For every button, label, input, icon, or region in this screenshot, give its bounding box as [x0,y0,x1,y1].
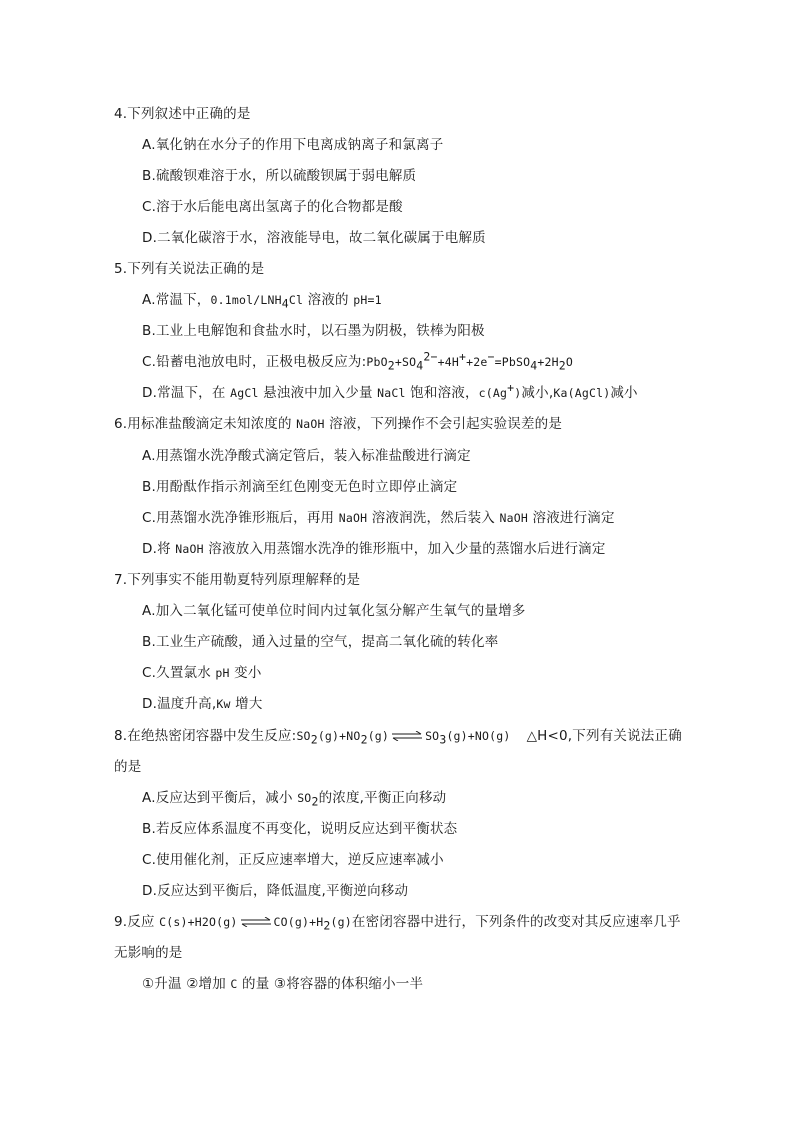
question-4-option-b: B.硫酸钡难溶于水，所以硫酸钡属于弱电解质 [142,168,417,184]
question-8-stem-continued: 的是 [114,759,142,775]
question-4-option-c: C.溶于水后能电离出氢离子的化合物都是酸 [142,199,403,215]
question-7-option-a: A.加入二氧化锰可使单位时间内过氧化氢分解产生氧气的量增多 [142,603,526,619]
question-7-option-b: B.工业生产硫酸，通入过量的空气，提高二氧化硫的转化率 [142,634,499,650]
question-6-option-d: D.将 NaOH 溶液放入用蒸馏水洗净的锥形瓶中，加入少量的蒸馏水后进行滴定 [142,541,606,557]
question-6-option-a: A.用蒸馏水洗净酸式滴定管后，装入标准盐酸进行滴定 [142,448,471,464]
question-5-option-a: A.常温下，$0.1mol/LNH_4Cl$ 溶液的 pH=1 [142,292,382,311]
question-7-option-c: C.久置氯水 pH 变小 [142,665,262,681]
question-7-option-d: D.温度升高,Kw 增大 [142,696,263,712]
question-5-option-d: D.常温下，在 AgCl 悬浊液中加入少量 NaCl 饱和溶液，c(Ag+)减小,Ka(AgCl)减小 [142,380,638,401]
question-6-option-c: C.用蒸馏水洗净锥形瓶后，再用 NaOH 溶液润洗，然后装入 NaOH 溶液进行滴定 [142,510,615,526]
question-8-stem: 8.在绝热密闭容器中发生反应$:SO_2(g)+NO_2(g)$ $SO_3(g)+NO(g)$ △H<0,下列有关说法正确 [114,728,682,747]
question-8-option-d: D.反应达到平衡后，降低温度,平衡逆向移动 [142,883,409,899]
question-8-option-c: C.使用催化剂，正反应速率增大，逆反应速率减小 [142,852,444,868]
question-6-option-b: B.用酚酞作指示剂滴至红色刚变无色时立即停止滴定 [142,479,458,495]
question-4-option-a: A.氧化钠在水分子的作用下电离成钠离子和氯离子 [142,137,444,153]
question-4-option-d: D.二氧化碳溶于水，溶液能导电，故二氧化碳属于电解质 [142,230,486,246]
question-9-stem-continued: 无影响的是 [114,945,183,961]
equilibrium-arrow-icon [391,731,423,741]
question-9-conditions: ①升温 ②增加 C 的量 ③将容器的体积缩小一半 [142,976,424,992]
question-7-stem: 7.下列事实不能用勒夏特列原理解释的是 [114,572,361,588]
question-6-stem: 6.用标准盐酸滴定未知浓度的 NaOH 溶液，下列操作不会引起实验误差的是 [114,416,563,432]
question-5-option-b: B.工业上电解饱和食盐水时，以石墨为阴极，铁棒为阳极 [142,323,485,339]
question-5-stem: 5.下列有关说法正确的是 [114,261,265,277]
question-4-stem: 4.下列叙述中正确的是 [114,106,251,122]
question-8-option-b: B.若反应体系温度不再变化，说明反应达到平衡状态 [142,821,458,837]
question-8-option-a: A.反应达到平衡后，减小 $SO_2$的浓度,平衡正向移动 [142,790,447,809]
question-9-stem: 9.反应 C(s)+H2O(g) $CO(g)+H_2(g)$在密闭容器中进行，下列条件的改变对其反应速率几乎 [114,914,681,933]
equilibrium-arrow-icon [240,917,272,927]
question-5-option-c: C.铅蓄电池放电时，正极电极反应为$:PbO_2+SO_4^{2-}+4H^++2e^-=PbSO_4+2H_2O$ [142,349,573,373]
